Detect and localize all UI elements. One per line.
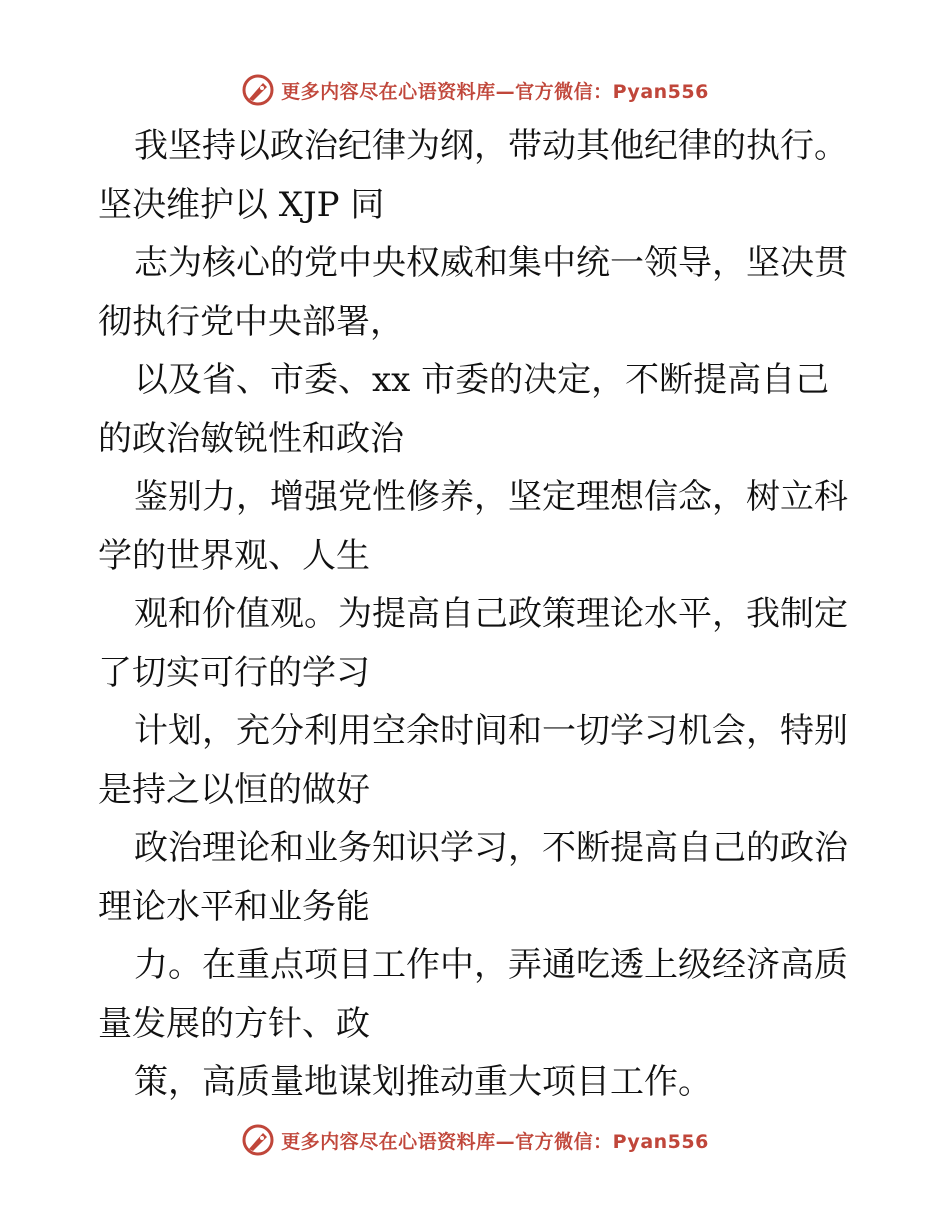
paragraph [98, 117, 858, 234]
paragraph-line: 计划，充分利用空余时间和一切学习机会，特别 [134, 711, 848, 751]
pen-nib-logo-icon [241, 73, 275, 107]
paragraph-line: 的政治敏锐性和政治 [98, 418, 404, 459]
paragraph-line: 政治理论和业务知识学习，不断提高自己的政治 [134, 828, 848, 868]
paragraph-line: 策，高质量地谋划推动重大项目工作。 [134, 1062, 712, 1102]
paragraph [98, 234, 858, 351]
document-body [98, 117, 858, 1112]
header-banner [0, 70, 950, 110]
paragraph [98, 585, 858, 702]
paragraph [98, 1053, 858, 1112]
paragraph-line: 鉴别力，增强党性修养，坚定理想信念，树立科 [134, 477, 848, 517]
paragraph-line: 量发展的方针、政 [98, 1003, 370, 1044]
paragraph-line: 我坚持以政治纪律为纲，带动其他纪律的执行。 [134, 126, 848, 166]
footer-banner-text: 更多内容尽在心语资料库—官方微信：Pyan556 [281, 1130, 709, 1153]
paragraph-line: 理论水平和业务能 [98, 886, 370, 927]
paragraph-line: 了切实可行的学习 [98, 652, 370, 693]
paragraph [98, 468, 858, 585]
pen-nib-logo-icon [241, 1123, 275, 1157]
header-banner-text: 更多内容尽在心语资料库—官方微信：Pyan556 [281, 80, 709, 103]
paragraph [98, 819, 858, 936]
paragraph-line: 以及省、市委、xx 市委的决定，不断提高自己 [134, 360, 830, 400]
paragraph-line: 观和价值观。为提高自己政策理论水平，我制定 [134, 594, 848, 634]
paragraph-line: 是持之以恒的做好 [98, 769, 370, 810]
paragraph [98, 702, 858, 819]
paragraph [98, 351, 858, 468]
paragraph-line: 彻执行党中央部署， [98, 301, 404, 342]
footer-banner [0, 1120, 950, 1160]
paragraph-line: 志为核心的党中央权威和集中统一领导，坚决贯 [134, 243, 848, 283]
paragraph-line: 坚决维护以 XJP 同 [98, 184, 385, 225]
paragraph [98, 936, 858, 1053]
paragraph-line: 力。在重点项目工作中，弄通吃透上级经济高质 [134, 945, 848, 985]
paragraph-line: 学的世界观、人生 [98, 535, 370, 576]
